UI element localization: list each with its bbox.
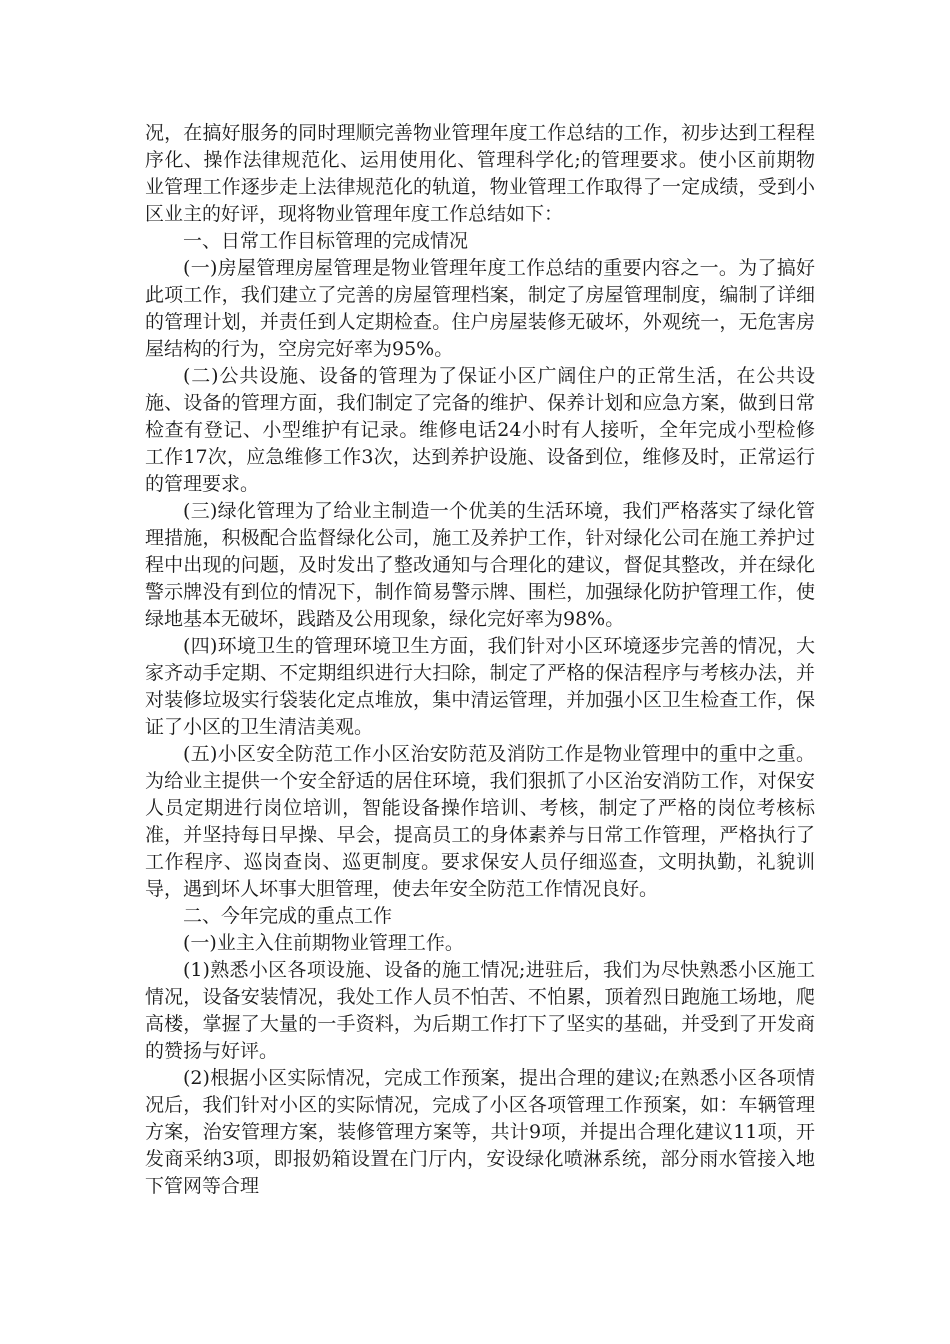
paragraph-public-facilities: (二)公共设施、设备的管理为了保证小区广阔住户的正常生活，在公共设施、设备的管理方面，我们制定了完备的维护、保养计划和应急方案，做到日常检查有登记、小型维护有记录。维修电话24小时有人接听，全年完成小型检修工作17次，应急维修工作3次，达到养护设施、设备到位，维修及时，正常运行的管理要求。 <box>145 365 815 495</box>
paragraph-sanitation: (四)环境卫生的管理环境卫生方面，我们针对小区环境逐步完善的情况，大家齐动手定期、不定期组织进行大扫除，制定了严格的保洁程序与考核办法，并对装修垃圾实行袋装化定点堆放，集中清运管理，并加强小区卫生检查工作，保证了小区的卫生清洁美观。 <box>145 635 815 738</box>
document-body <box>145 120 815 1200</box>
subheading-pre-occupancy: (一)业主入住前期物业管理工作。 <box>183 932 464 954</box>
paragraph-greening: (三)绿化管理为了给业主制造一个优美的生活环境，我们严格落实了绿化管理措施，积极配合监督绿化公司，施工及养护工作，针对绿化公司在施工养护过程中出现的问题，及时发出了整改通知与合理化的建议，督促其整改，并在绿化警示牌没有到位的情况下，制作简易警示牌、围栏，加强绿化防护管理工作，使绿地基本无破坏，践踏及公用现象，绿化完好率为98%。 <box>145 500 815 630</box>
paragraph-intro: 况，在搞好服务的同时理顺完善物业管理年度工作总结的工作，初步达到工程程序化、操作法律规范化、运用使用化、管理科学化;的管理要求。使小区前期物业管理工作逐步走上法律规范化的轨道，物业管理工作取得了一定成绩，受到小区业主的好评，现将物业管理年度工作总结如下： <box>145 122 815 225</box>
paragraph-item-2: (2)根据小区实际情况，完成工作预案，提出合理的建议;在熟悉小区各项情况后，我们针对小区的实际情况，完成了小区各项管理工作预案，如：车辆管理方案，治安管理方案，装修管理方案等，共计9项，并提出合理化建议11项，开发商采纳3项，即报奶箱设置在门厅内，安设绿化喷淋系统，部分雨水管接入地下管网等合理 <box>145 1067 815 1197</box>
section-heading-2: 二、今年完成的重点工作 <box>183 905 393 927</box>
paragraph-housing-management: (一)房屋管理房屋管理是物业管理年度工作总结的重要内容之一。为了搞好此项工作，我们建立了完善的房屋管理档案，制定了房屋管理制度，编制了详细的管理计划，并责任到人定期检查。住户房屋装修无破坏，外观统一，无危害房屋结构的行为，空房完好率为95%。 <box>145 257 815 360</box>
section-heading-1: 一、日常工作目标管理的完成情况 <box>183 230 469 252</box>
paragraph-security: (五)小区安全防范工作小区治安防范及消防工作是物业管理中的重中之重。为给业主提供一个安全舒适的居住环境，我们狠抓了小区治安消防工作，对保安人员定期进行岗位培训，智能设备操作培训、考核，制定了严格的岗位考核标准，并坚持每日早操、早会，提高员工的身体素养与日常工作管理，严格执行了工作程序、巡岗查岗、巡更制度。要求保安人员仔细巡查，文明执勤，礼貌训导，遇到坏人坏事大胆管理，使去年安全防范工作情况良好。 <box>145 743 815 900</box>
paragraph-item-1: (1)熟悉小区各项设施、设备的施工情况;进驻后，我们为尽快熟悉小区施工情况，设备安装情况，我处工作人员不怕苦、不怕累，顶着烈日跑施工场地，爬高楼，掌握了大量的一手资料，为后期工作打下了坚实的基础，并受到了开发商的赞扬与好评。 <box>145 959 815 1062</box>
